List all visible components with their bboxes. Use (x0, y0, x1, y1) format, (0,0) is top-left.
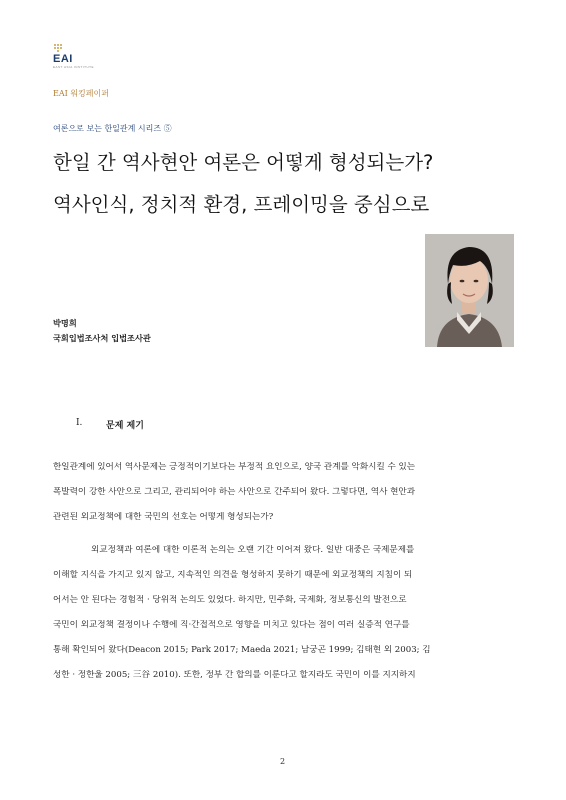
series-label: EAI 워킹페이퍼 (53, 89, 109, 98)
paragraph-2 (53, 545, 513, 695)
paragraph-1 (53, 462, 513, 537)
paragraph-line: 관련된 외교정책에 대한 국민의 선호는 어떻게 형성되는가? (53, 512, 274, 522)
author-affiliation: 국회입법조사처 입법조사관 (53, 333, 151, 343)
author-photo (425, 234, 514, 347)
document-title: 한일 간 역사현안 여론은 어떻게 형성되는가? (53, 151, 434, 174)
paragraph-line: 어서는 안 된다는 경험적 · 당위적 논의도 있었다. 하지만, 민주화, 국제화, 정보통신의 발전으로 (53, 595, 407, 605)
logo-text: EAI (53, 53, 73, 65)
paragraph-line: 성한 · 정한울 2005; 三谷 2010). 또한, 정부 간 합의를 이룬다고 할지라도 국민이 이를 지지하지 (53, 670, 416, 680)
document-subtitle: 역사인식, 정치적 환경, 프레이밍을 중심으로 (53, 193, 430, 216)
author-name: 박명희 (53, 318, 77, 328)
section-number: I. (76, 418, 83, 428)
eai-logo (53, 44, 93, 68)
paragraph-line: 통해 확인되어 왔다(Deacon 2015; Park 2017; Maeda 2021; 남궁곤 1999; 김태현 외 2003; 김 (53, 645, 431, 655)
logo-tagline: EAST ASIA INSTITUTE (53, 65, 94, 69)
paragraph-line: 폭발력이 강한 사안으로 그리고, 관리되어야 하는 사안으로 간주되어 왔다. 그렇다면, 역사 현안과 (53, 487, 416, 497)
paragraph-line: 외교정책과 여론에 대한 이론적 논의는 오랜 기간 이어져 왔다. 일반 대중은 국제문제를 (91, 545, 415, 555)
paragraph-line: 한일관계에 있어서 역사문제는 긍정적이기보다는 부정적 요인으로, 양국 관계를 악화시킬 수 있는 (53, 462, 416, 472)
section-title: 문제 제기 (106, 421, 144, 431)
paragraph-line: 국민이 외교정책 결정이나 수행에 직·간접적으로 영향을 미치고 있다는 점이 여러 실증적 연구를 (53, 620, 410, 630)
page-number: 2 (280, 757, 286, 766)
series-title: 여론으로 보는 한일관계 시리즈 ⑤ (53, 124, 172, 133)
paragraph-line: 이해할 지식을 가지고 있지 않고, 지속적인 의견을 형성하지 못하기 때문에 외교정책의 지침이 되 (53, 570, 413, 580)
